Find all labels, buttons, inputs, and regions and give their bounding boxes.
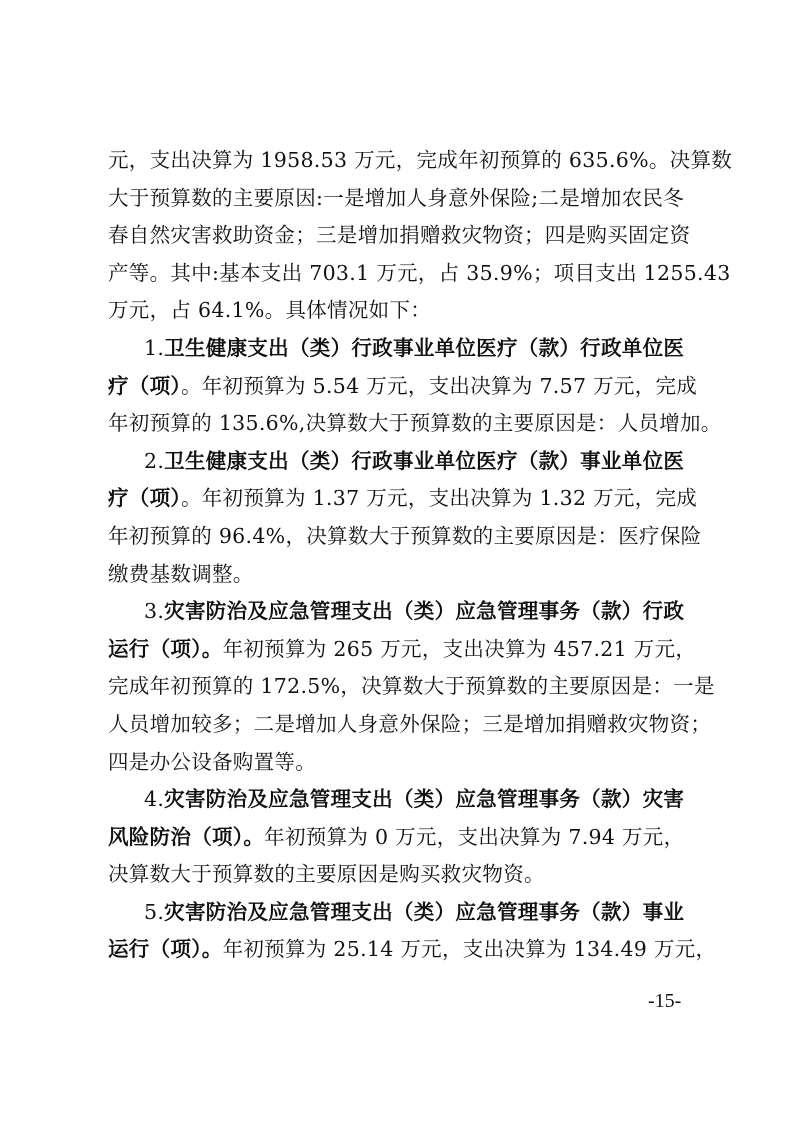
text-line: 元，支出决算为 1958.53 万元，完成年初预算的 635.6%。决算数 bbox=[108, 148, 733, 172]
item-5-paragraph bbox=[108, 894, 717, 969]
item-number: 4. bbox=[144, 787, 165, 812]
item-heading: 灾害防治及应急管理支出（类）应急管理事务（款）事业 bbox=[164, 899, 685, 924]
item-heading: 灾害防治及应急管理支出（类）应急管理事务（款）灾害 bbox=[164, 787, 685, 812]
item-heading-tail: 运行（项）。 bbox=[108, 937, 223, 962]
text-line: 大于预算数的主要原因:一是增加人身意外保险;二是增加农民冬 bbox=[108, 185, 685, 210]
item-heading-tail: 疗（项） bbox=[108, 373, 181, 398]
text-line: 产等。其中:基本支出 703.1 万元，占 35.9%；项目支出 1255.43 bbox=[108, 260, 731, 285]
item-heading-line bbox=[108, 894, 693, 932]
item-heading-line bbox=[108, 781, 693, 819]
text-line: 人员增加较多；二是增加人身意外保险；三是增加捐赠救灾物资； bbox=[108, 711, 712, 736]
item-number: 5. bbox=[144, 899, 165, 924]
text-line: 万元，占 64.1%。具体情况如下： bbox=[108, 298, 432, 323]
text-line: 年初预算的 96.4%，决算数大于预算数的主要原因是：医疗保险 bbox=[108, 523, 702, 548]
item-heading: 卫生健康支出（类）行政事业单位医疗（款）事业单位医 bbox=[164, 448, 685, 473]
page-number: -15- bbox=[648, 990, 682, 1012]
text-line: 年初预算的 135.6%,决算数大于预算数的主要原因是：人员增加。 bbox=[108, 411, 722, 436]
item-number: 1. bbox=[144, 335, 165, 360]
item-body: 年初预算为 265 万元，支出决算为 457.21 万元， bbox=[222, 636, 697, 661]
paragraph-intro bbox=[108, 142, 733, 330]
item-4-paragraph bbox=[108, 781, 693, 894]
text-line: 缴费基数调整。 bbox=[108, 561, 254, 586]
item-heading: 卫生健康支出（类）行政事业单位医疗（款）行政单位医 bbox=[164, 335, 685, 360]
text-line: 决算数大于预算数的主要原因是购买救灾物资。 bbox=[108, 862, 545, 887]
item-number: 2. bbox=[144, 448, 165, 473]
item-body: 年初预算为 25.14 万元，支出决算为 134.49 万元， bbox=[222, 937, 717, 962]
text-line bbox=[108, 368, 698, 406]
text-line bbox=[108, 480, 698, 518]
item-heading-tail: 风险防治（项）。 bbox=[108, 824, 265, 849]
item-heading-line bbox=[108, 330, 693, 368]
item-heading-tail: 疗（项） bbox=[108, 486, 181, 511]
item-heading-line bbox=[108, 443, 693, 481]
item-heading: 灾害防治及应急管理支出（类）应急管理事务（款）行政 bbox=[164, 599, 685, 624]
text-line: 完成年初预算的 172.5%，决算数大于预算数的主要原因是：一是 bbox=[108, 674, 715, 699]
text-line bbox=[108, 631, 697, 669]
item-number: 3. bbox=[144, 599, 165, 624]
item-1-paragraph bbox=[108, 330, 722, 443]
item-body: 。年初预算为 5.54 万元，支出决算为 7.57 万元，完成 bbox=[180, 373, 698, 398]
item-body: 。年初预算为 1.37 万元，支出决算为 1.32 万元，完成 bbox=[180, 486, 698, 511]
text-line: 四是办公设备购置等。 bbox=[108, 749, 316, 774]
text-line: 春自然灾害救助资金；三是增加捐赠救灾物资；四是购买固定资 bbox=[108, 223, 691, 248]
item-heading-tail: 运行（项）。 bbox=[108, 636, 223, 661]
item-heading-line bbox=[108, 593, 693, 631]
text-line bbox=[108, 819, 693, 857]
item-3-paragraph bbox=[108, 593, 715, 781]
text-line bbox=[108, 931, 717, 969]
body-text bbox=[108, 142, 733, 969]
item-2-paragraph bbox=[108, 443, 702, 593]
item-body: 年初预算为 0 万元，支出决算为 7.94 万元， bbox=[264, 824, 685, 849]
